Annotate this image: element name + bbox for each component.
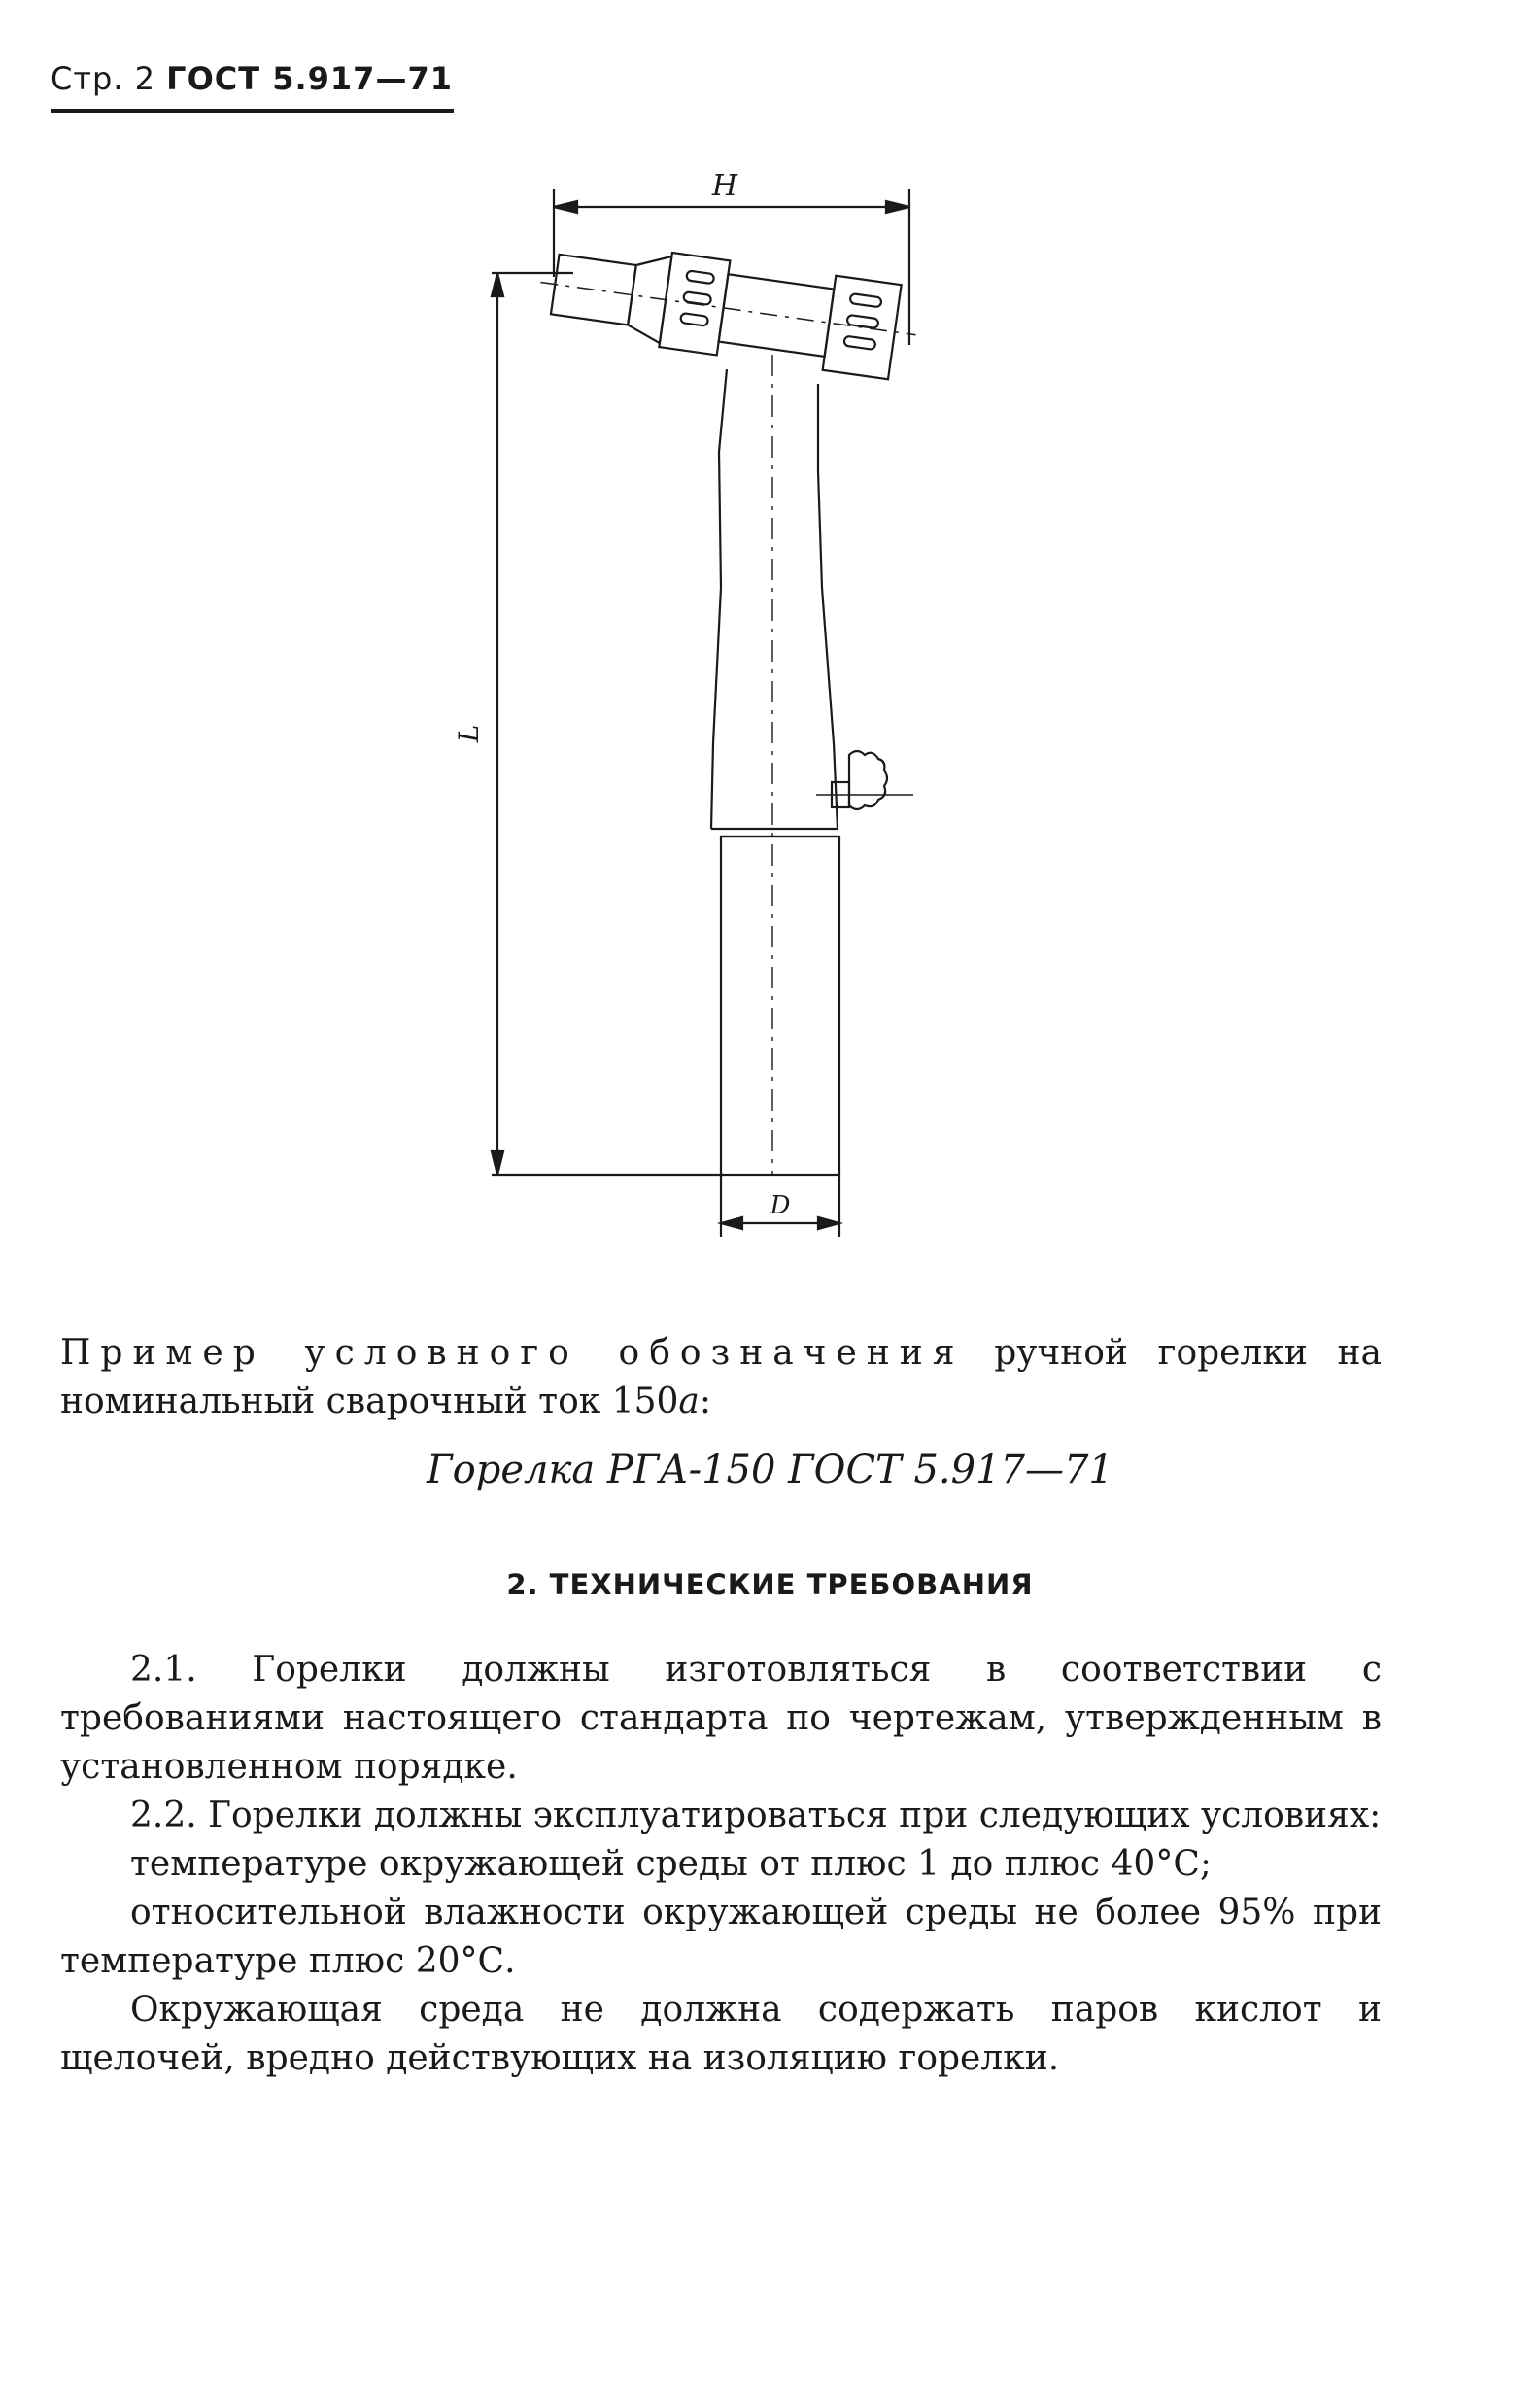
example-spaced-words: Пример условного обозначения	[60, 1333, 965, 1373]
page-header	[51, 60, 453, 97]
label-h: H	[711, 169, 738, 203]
paragraph-2-2: 2.2. Горелки должны эксплуатироваться при следующих условиях:	[130, 1795, 1382, 1835]
paragraph-environment: Окружающая среда не должна содержать паров кислот и щелочей, вредно действующих на изоляцию горелки.	[60, 1990, 1382, 2078]
dimension-d	[721, 1175, 839, 1237]
requirements-text	[60, 1646, 1382, 2083]
dimension-h	[554, 169, 909, 345]
torch-handle	[711, 355, 839, 1175]
standard-number: ГОСТ 5.917—71	[166, 60, 453, 97]
torch-knob	[816, 751, 913, 809]
example-rest: ручной горелки на номинальный сварочный ток 150	[60, 1333, 1382, 1421]
torch-drawing	[453, 160, 942, 1248]
dimension-l	[453, 272, 724, 1176]
header-rule	[51, 109, 454, 113]
section-title: 2. ТЕХНИЧЕСКИЕ ТРЕБОВАНИЯ	[506, 1568, 1034, 1601]
example-colon: :	[699, 1382, 712, 1421]
paragraph-2-1: 2.1. Горелки должны изготовляться в соответствии с требованиями настоящего стандарта по чертежам, утвержденным в установленном порядке.	[60, 1650, 1382, 1787]
page-number: Стр. 2	[51, 60, 155, 97]
example-unit: а	[678, 1382, 700, 1421]
label-l: L	[453, 724, 485, 743]
designation-example	[60, 1329, 1382, 1426]
label-d: D	[770, 1191, 791, 1220]
torch-head	[534, 235, 923, 382]
designation-code: Горелка РГА-150 ГОСТ 5.917—71	[427, 1448, 1113, 1492]
condition-temperature: температуре окружающей среды от плюс 1 до плюс 40°С;	[130, 1844, 1212, 1884]
condition-humidity: относительной влажности окружающей среды не более 95% при температуре плюс 20°С.	[60, 1893, 1382, 1981]
